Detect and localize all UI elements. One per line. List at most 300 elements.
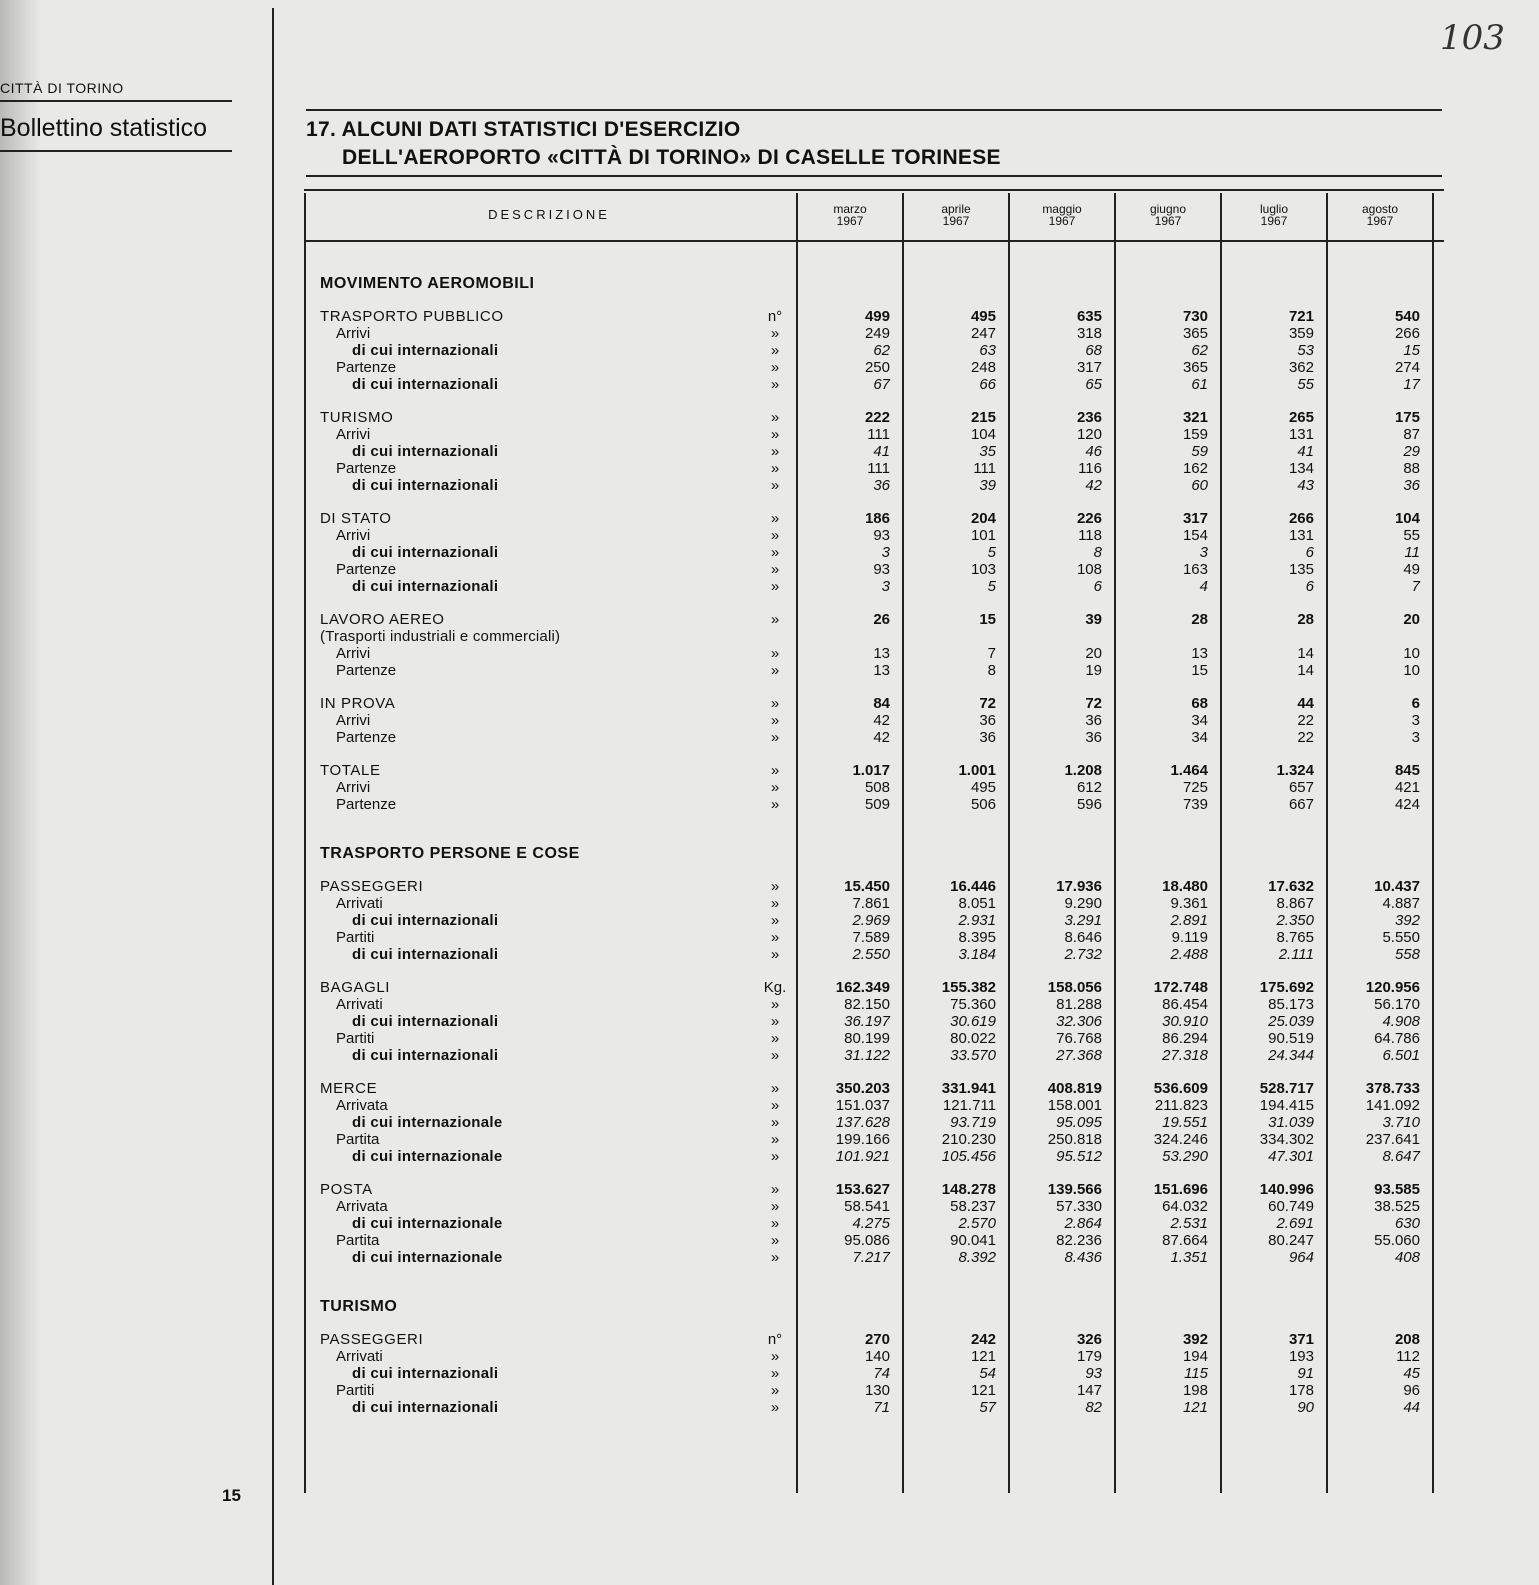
table-cell: 5.550	[1382, 929, 1420, 946]
table-title	[306, 116, 1001, 172]
table-row	[304, 561, 1444, 578]
table-cell: 8	[987, 662, 996, 679]
table-cell: 80.022	[950, 1030, 996, 1047]
table-cell: 8	[1093, 544, 1102, 561]
table-cell: 57	[979, 1399, 996, 1416]
table-cell: 158.056	[1047, 979, 1102, 996]
row-label: DI STATO	[320, 510, 392, 527]
column-header	[1010, 203, 1114, 227]
table-cell: 121	[970, 1382, 996, 1399]
table-cell: 82.150	[844, 996, 890, 1013]
table-cell: 2.732	[1064, 946, 1102, 963]
table-cell: 120	[1076, 426, 1102, 443]
table-cell: 16.446	[950, 878, 996, 895]
table-row	[304, 359, 1444, 376]
table-cell: 365	[1182, 325, 1208, 342]
row-unit: »	[770, 510, 780, 527]
table-cell: 198	[1182, 1382, 1208, 1399]
table-cell: 54	[979, 1365, 996, 1382]
column-header-month: marzo	[833, 202, 867, 216]
table-cell: 67	[873, 376, 890, 393]
table-cell: 42	[873, 729, 890, 746]
table-cell: 30.910	[1162, 1013, 1208, 1030]
table-cell: 120.956	[1365, 979, 1420, 996]
table-cell: 111	[973, 460, 996, 477]
table-cell: 4	[1199, 578, 1208, 595]
table-row	[304, 1013, 1444, 1030]
table-cell: 15	[979, 611, 996, 628]
table-cell: 365	[1182, 359, 1208, 376]
table-cell: 226	[1076, 510, 1102, 527]
table-cell: 11	[1404, 544, 1420, 561]
table-cell: 8.647	[1382, 1148, 1420, 1165]
table-cell: 3	[881, 544, 890, 561]
column-divider	[796, 193, 798, 1493]
table-cell: 162.349	[835, 979, 890, 996]
column-divider	[1008, 193, 1010, 1493]
table-cell: 57.330	[1056, 1198, 1102, 1215]
table-cell: 10	[1403, 662, 1420, 679]
table-cell: 32.306	[1056, 1013, 1102, 1030]
table-cell: 33.570	[950, 1047, 996, 1064]
table-cell: 612	[1076, 779, 1102, 796]
column-divider	[902, 193, 904, 1493]
table-cell: 392	[1394, 912, 1420, 929]
table-cell: 42	[873, 712, 890, 729]
table-cell: 211.823	[1154, 1097, 1208, 1114]
table-cell: 58.237	[950, 1198, 996, 1215]
table-cell: 68	[1085, 342, 1102, 359]
table-row	[304, 1399, 1444, 1416]
table-cell: 204	[970, 510, 996, 527]
table-cell: 3.184	[958, 946, 996, 963]
table-cell: 7.589	[852, 929, 890, 946]
table-cell: 845	[1394, 762, 1420, 779]
column-header-year: 1967	[1366, 214, 1394, 228]
column-header-year: 1967	[942, 214, 970, 228]
row-label: Partenze	[336, 729, 397, 746]
table-cell: 153.627	[835, 1181, 890, 1198]
table-title-line2: DELL'AEROPORTO «CITTÀ DI TORINO» DI CASELLE TORINESE	[342, 146, 1001, 169]
row-label: di cui internazionali	[352, 1365, 499, 1382]
table-cell: 6	[1305, 544, 1314, 561]
table-cell: 154	[1182, 527, 1208, 544]
table-cell: 2.488	[1170, 946, 1208, 963]
table-cell: 46	[1085, 443, 1102, 460]
column-header-month: aprile	[941, 202, 971, 216]
table-row	[304, 544, 1444, 561]
row-label: di cui internazionale	[352, 1148, 503, 1165]
table-cell: 47.301	[1268, 1148, 1314, 1165]
table-row	[304, 762, 1444, 779]
table-cell: 82.236	[1056, 1232, 1102, 1249]
table-cell: 421	[1394, 779, 1420, 796]
table-cell: 4.887	[1382, 895, 1420, 912]
row-label: di cui internazionali	[352, 578, 499, 595]
table-cell: 28	[1191, 611, 1208, 628]
masthead-title: Bollettino statistico	[0, 114, 208, 142]
table-cell: 392	[1182, 1331, 1208, 1348]
row-label: Partenze	[336, 359, 397, 376]
row-unit: »	[770, 376, 780, 393]
table-cell: 17.936	[1056, 878, 1102, 895]
table-cell: 208	[1394, 1331, 1420, 1348]
table-row	[304, 443, 1444, 460]
table-cell: 175.692	[1259, 979, 1314, 996]
table-cell: 34	[1191, 729, 1208, 746]
table-row	[304, 1181, 1444, 1198]
table-cell: 60.749	[1268, 1198, 1314, 1215]
table-cell: 667	[1288, 796, 1314, 813]
table-cell: 155.382	[941, 979, 996, 996]
row-label: PASSEGGERI	[320, 878, 424, 895]
table-cell: 36	[979, 729, 996, 746]
row-label: Partiti	[336, 1382, 375, 1399]
table-cell: 103	[970, 561, 996, 578]
table-row	[304, 578, 1444, 595]
table-cell: 87.664	[1162, 1232, 1208, 1249]
row-label: Partenze	[336, 796, 397, 813]
table-cell: 38.525	[1374, 1198, 1420, 1215]
table-cell: 93.719	[950, 1114, 996, 1131]
column-header-month: luglio	[1259, 202, 1289, 216]
row-label: di cui internazionali	[352, 1047, 499, 1064]
table-cell: 194.415	[1259, 1097, 1314, 1114]
column-header	[798, 203, 902, 227]
column-header-month: maggio	[1042, 202, 1082, 216]
row-unit: »	[770, 695, 780, 712]
table-cell: 62	[873, 342, 890, 359]
table-cell: 55	[1297, 376, 1314, 393]
table-cell: 10.437	[1374, 878, 1420, 895]
table-row	[304, 912, 1444, 929]
table-cell: 41	[1297, 443, 1314, 460]
table-row	[304, 611, 1444, 628]
table-cell: 140	[864, 1348, 890, 1365]
table-cell: 72	[1085, 695, 1102, 712]
row-label: TURISMO	[320, 409, 394, 426]
table-cell: 86.454	[1162, 996, 1208, 1013]
table-cell: 266	[1288, 510, 1314, 527]
table-cell: 10	[1403, 645, 1420, 662]
table-cell: 222	[864, 409, 890, 426]
row-unit: »	[770, 1148, 780, 1165]
table-cell: 237.641	[1365, 1131, 1420, 1148]
table-cell: 93	[1085, 1365, 1102, 1382]
row-unit: »	[770, 544, 780, 561]
table-cell: 20	[1403, 611, 1420, 628]
table-cell: 39	[979, 477, 996, 494]
table-cell: 68	[1191, 695, 1208, 712]
row-label: Arrivata	[336, 1198, 388, 1215]
column-header-month: giugno	[1149, 202, 1187, 216]
table-cell: 105.456	[941, 1148, 996, 1165]
row-unit: »	[770, 325, 780, 342]
table-cell: 36	[1085, 712, 1102, 729]
table-cell: 17.632	[1268, 878, 1314, 895]
table-cell: 324.246	[1153, 1131, 1208, 1148]
row-unit: »	[770, 645, 780, 662]
table-cell: 528.717	[1259, 1080, 1314, 1097]
table-cell: 15	[1191, 662, 1208, 679]
table-cell: 28	[1297, 611, 1314, 628]
column-header	[904, 203, 1008, 227]
table-row	[304, 946, 1444, 963]
table-cell: 326	[1076, 1331, 1102, 1348]
table-cell: 266	[1394, 325, 1420, 342]
table-cell: 41	[873, 443, 890, 460]
row-label: di cui internazionali	[352, 342, 499, 359]
row-label: Arrivi	[336, 779, 371, 796]
row-label: Partiti	[336, 1030, 375, 1047]
masthead-divider-bottom	[0, 150, 232, 152]
table-row	[304, 929, 1444, 946]
table-cell: 8.392	[958, 1249, 996, 1266]
table-cell: 31.039	[1268, 1114, 1314, 1131]
table-cell: 175	[1394, 409, 1420, 426]
table-cell: 82	[1085, 1399, 1102, 1416]
table-cell: 359	[1288, 325, 1314, 342]
table-cell: 25.039	[1268, 1013, 1314, 1030]
row-unit: »	[770, 729, 780, 746]
row-label: di cui internazionali	[352, 477, 499, 494]
row-unit: »	[770, 946, 780, 963]
table-row	[304, 1331, 1444, 1348]
table-cell: 2.969	[852, 912, 890, 929]
table-cell: 199.166	[835, 1131, 890, 1148]
row-label: Arrivati	[336, 1348, 383, 1365]
table-cell: 495	[970, 779, 996, 796]
table-cell: 250.818	[1047, 1131, 1102, 1148]
table-row	[304, 1215, 1444, 1232]
column-header	[1116, 203, 1220, 227]
table-cell: 101	[970, 527, 996, 544]
table-cell: 242	[970, 1331, 996, 1348]
table-cell: 55.060	[1374, 1232, 1420, 1249]
row-label: Arrivi	[336, 712, 371, 729]
table-row	[304, 796, 1444, 813]
table-cell: 163	[1182, 561, 1208, 578]
row-unit: »	[770, 460, 780, 477]
table-cell: 2.570	[958, 1215, 996, 1232]
row-unit: »	[770, 1382, 780, 1399]
table-cell: 248	[970, 359, 996, 376]
row-label: (Trasporti industriali e commerciali)	[320, 628, 561, 645]
sidebar-vertical-rule	[272, 8, 274, 1585]
column-header	[1222, 203, 1326, 227]
title-rule-top	[306, 109, 1442, 111]
table-cell: 139.566	[1047, 1181, 1102, 1198]
table-cell: 6	[1411, 695, 1420, 712]
table-row	[304, 1097, 1444, 1114]
table-row	[304, 645, 1444, 662]
table-cell: 137.628	[835, 1114, 890, 1131]
row-label: Arrivati	[336, 996, 383, 1013]
table-cell: 8.051	[958, 895, 996, 912]
title-rule-bottom	[306, 175, 1442, 177]
table-cell: 36	[1085, 729, 1102, 746]
table-cell: 371	[1288, 1331, 1314, 1348]
table-cell: 53	[1297, 342, 1314, 359]
row-unit: »	[770, 912, 780, 929]
row-unit: »	[770, 1215, 780, 1232]
table-cell: 135	[1288, 561, 1314, 578]
table-cell: 495	[970, 308, 996, 325]
table-cell: 15.450	[844, 878, 890, 895]
row-label: Partenze	[336, 561, 397, 578]
row-label: di cui internazionali	[352, 1399, 499, 1416]
table-cell: 118	[1078, 527, 1102, 544]
table-cell: 162	[1182, 460, 1208, 477]
table-cell: 2.531	[1170, 1215, 1208, 1232]
table-cell: 27.318	[1162, 1047, 1208, 1064]
table-row	[304, 376, 1444, 393]
row-unit: »	[770, 762, 780, 779]
table-cell: 6	[1093, 578, 1102, 595]
table-cell: 58.541	[844, 1198, 890, 1215]
table-cell: 424	[1394, 796, 1420, 813]
row-label: Partenze	[336, 662, 397, 679]
table-row	[304, 1249, 1444, 1266]
table-cell: 2.891	[1170, 912, 1208, 929]
row-label: Arrivi	[336, 645, 371, 662]
table-cell: 9.361	[1170, 895, 1208, 912]
table-cell: 13	[873, 662, 890, 679]
table-cell: 3	[1411, 729, 1420, 746]
table-cell: 45	[1403, 1365, 1420, 1382]
row-unit: »	[770, 578, 780, 595]
table-cell: 64.032	[1162, 1198, 1208, 1215]
column-header	[1328, 203, 1432, 227]
table-cell: 81.288	[1056, 996, 1102, 1013]
table-cell: 88	[1403, 460, 1420, 477]
table-row	[304, 628, 1444, 645]
table-cell: 76.768	[1056, 1030, 1102, 1047]
table-cell: 130	[864, 1382, 890, 1399]
row-label: di cui internazionali	[352, 1013, 499, 1030]
row-label: di cui internazionali	[352, 544, 499, 561]
table-cell: 86.294	[1162, 1030, 1208, 1047]
table-cell: 4.275	[852, 1215, 890, 1232]
table-cell: 247	[970, 325, 996, 342]
table-cell: 134	[1288, 460, 1314, 477]
row-label: TURISMO	[320, 1298, 398, 1315]
column-header-month: agosto	[1361, 202, 1399, 216]
row-unit: »	[770, 662, 780, 679]
table-cell: 8.646	[1064, 929, 1102, 946]
table-cell: 317	[1076, 359, 1102, 376]
column-header-year: 1967	[1048, 214, 1076, 228]
table-cell: 80.247	[1268, 1232, 1314, 1249]
column-header-year: 1967	[1154, 214, 1182, 228]
table-cell: 14	[1297, 662, 1314, 679]
table-cell: 42	[1085, 477, 1102, 494]
table-cell: 1.017	[852, 762, 890, 779]
table-cell: 39	[1085, 611, 1102, 628]
table-row	[304, 510, 1444, 527]
table-cell: 121	[970, 1348, 996, 1365]
row-unit: »	[770, 359, 780, 376]
table-cell: 96	[1403, 1382, 1420, 1399]
row-unit: »	[770, 712, 780, 729]
table-row	[304, 1131, 1444, 1148]
table-cell: 61	[1191, 376, 1208, 393]
table-cell: 186	[864, 510, 890, 527]
table-cell: 64.786	[1374, 1030, 1420, 1047]
table-row	[304, 1348, 1444, 1365]
table-cell: 30.619	[950, 1013, 996, 1030]
table-cell: 19.551	[1162, 1114, 1208, 1131]
table-cell: 321	[1182, 409, 1208, 426]
table-row	[304, 779, 1444, 796]
table-cell: 540	[1394, 308, 1420, 325]
table-cell: 730	[1182, 308, 1208, 325]
row-unit: »	[770, 342, 780, 359]
table-cell: 34	[1191, 712, 1208, 729]
table-cell: 9.290	[1064, 895, 1102, 912]
header-bottom-border	[304, 240, 1444, 242]
row-label: IN PROVA	[320, 695, 396, 712]
table-cell: 499	[864, 308, 890, 325]
table-cell: 36	[979, 712, 996, 729]
table-cell: 14	[1297, 645, 1314, 662]
table-cell: 3	[1199, 544, 1208, 561]
row-label: MOVIMENTO AEROMOBILI	[320, 275, 535, 292]
table-cell: 111	[867, 426, 890, 443]
table-row	[304, 477, 1444, 494]
table-cell: 55	[1403, 527, 1420, 544]
row-label: LAVORO AEREO	[320, 611, 445, 628]
table-cell: 1.001	[958, 762, 996, 779]
table-cell: 27.368	[1056, 1047, 1102, 1064]
row-unit: »	[770, 1365, 780, 1382]
row-unit: »	[770, 409, 780, 426]
row-unit: »	[770, 1131, 780, 1148]
table-cell: 72	[979, 695, 996, 712]
table-cell: 725	[1182, 779, 1208, 796]
row-unit: »	[770, 527, 780, 544]
table-cell: 104	[970, 426, 996, 443]
table-row	[304, 695, 1444, 712]
table-cell: 20	[1085, 645, 1102, 662]
table-row	[304, 1382, 1444, 1399]
table-row	[304, 662, 1444, 679]
table-cell: 35	[979, 443, 996, 460]
table-cell: 56.170	[1374, 996, 1420, 1013]
row-unit: n°	[767, 308, 783, 325]
table-cell: 111	[867, 460, 890, 477]
statistics-table	[304, 185, 1444, 1510]
table-cell: 44	[1403, 1399, 1420, 1416]
row-label: BAGAGLI	[320, 979, 391, 996]
table-cell: 7	[987, 645, 996, 662]
row-unit: »	[770, 1114, 780, 1131]
table-right-border	[1432, 193, 1434, 1493]
table-row	[304, 1148, 1444, 1165]
table-cell: 508	[864, 779, 890, 796]
section-heading	[304, 275, 1444, 292]
table-cell: 721	[1288, 308, 1314, 325]
table-cell: 22	[1297, 729, 1314, 746]
page-number: 15	[222, 1486, 241, 1505]
row-unit: »	[770, 1399, 780, 1416]
table-cell: 85.173	[1268, 996, 1314, 1013]
row-unit: »	[770, 1232, 780, 1249]
row-unit: »	[770, 561, 780, 578]
table-row	[304, 979, 1444, 996]
row-unit: »	[770, 1181, 780, 1198]
table-cell: 121	[1182, 1399, 1208, 1416]
